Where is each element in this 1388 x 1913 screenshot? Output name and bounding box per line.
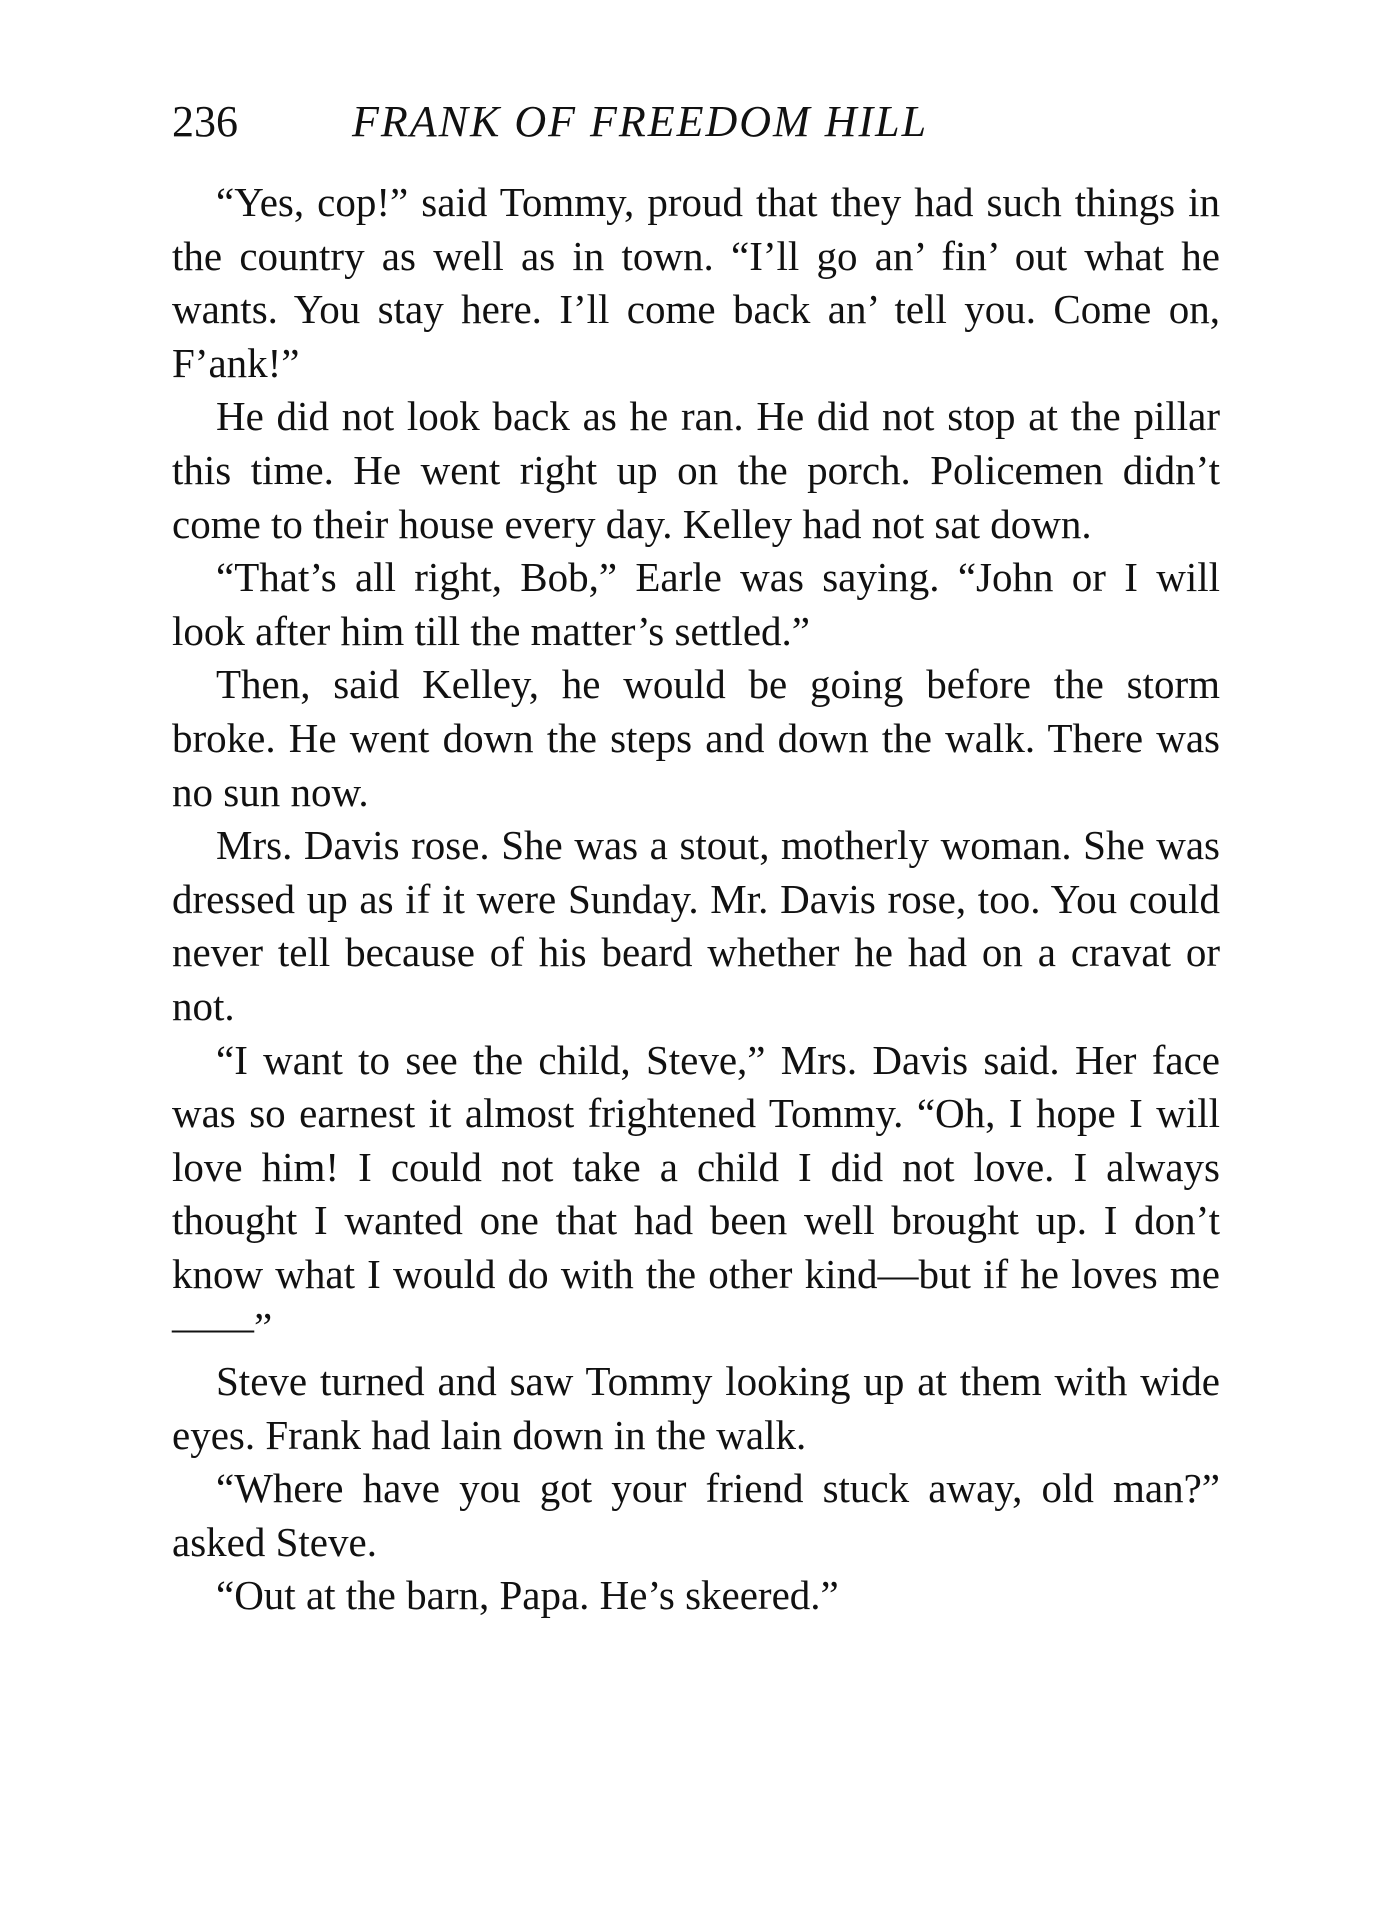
body-text: [172, 176, 1220, 1623]
paragraph: “Yes, cop!” said Tommy, proud that they had such things in the country as well as in town. “I’ll go an’ fin’ out what he wants. You stay here. I’ll come back an’ tell you. Come on, F’ank!”: [172, 179, 1220, 386]
paragraph: “That’s all right, Bob,” Earle was saying. “John or I will look after him till the matter’s settled.”: [172, 554, 1220, 654]
paragraph: He did not look back as he ran. He did not stop at the pillar this time. He went right up on the porch. Policemen didn’t come to their house every day. Kelley had not sat down.: [172, 393, 1220, 547]
paragraph: “Out at the barn, Papa. He’s skeered.”: [216, 1572, 839, 1619]
paragraph: Steve turned and saw Tommy looking up at them with wide eyes. Frank had lain down in the walk.: [172, 1358, 1220, 1458]
running-title: FRANK OF FREEDOM HILL: [352, 97, 929, 146]
paragraph: “Where have you got your friend stuck away, old man?” asked Steve.: [172, 1465, 1220, 1565]
paragraph: “I want to see the child, Steve,” Mrs. Davis said. Her face was so earnest it almost frightened Tommy. “Oh, I hope I will love him! I could not take a child I did not love. I always thought I wanted one that had been well brought up. I don’t know what I would do with the other kind—but if he loves me——”: [172, 1036, 1220, 1351]
paragraph: Then, said Kelley, he would be going before the storm broke. He went down the steps and down the walk. There was no sun now.: [172, 661, 1220, 815]
page-header: [172, 92, 1232, 152]
page-number: 236: [172, 97, 238, 146]
paragraph: Mrs. Davis rose. She was a stout, motherly woman. She was dressed up as if it were Sunday. Mr. Davis rose, too. You could never tell because of his beard whether he had on a cravat or not.: [172, 822, 1220, 1029]
